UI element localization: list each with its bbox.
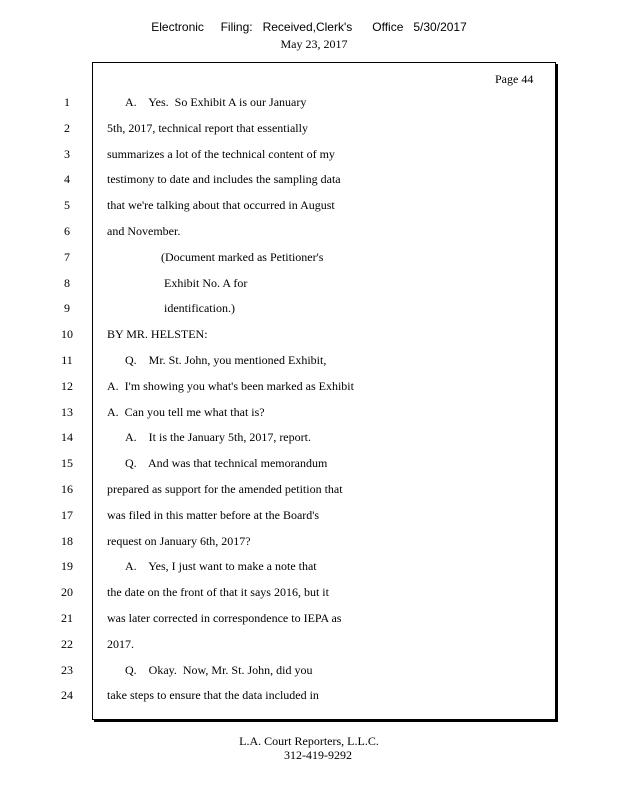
transcript-line: was later corrected in correspondence to IEPA as: [107, 611, 342, 625]
transcript-line: take steps to ensure that the data included in: [107, 688, 319, 703]
line-number: 19: [61, 559, 73, 574]
transcript-line: A. I'm showing you what's been marked as Exhibit: [107, 378, 354, 393]
transcript-line: 2017.: [107, 636, 134, 651]
transcript-line: (Document marked as Petitioner's: [161, 249, 324, 264]
transcript-line: identification.): [164, 301, 235, 316]
line-number: 15: [61, 456, 73, 471]
line-number: 23: [61, 662, 73, 677]
line-number: 3: [64, 146, 70, 161]
page-number: Page 44: [495, 72, 534, 86]
reporter-company: L.A. Court Reporters, L.L.C.: [239, 734, 379, 748]
line-number: 18: [61, 533, 73, 548]
line-number: 17: [61, 507, 73, 522]
line-number: 10: [61, 327, 73, 342]
line-number: 8: [64, 275, 70, 290]
transcript-line: that we're talking about that occurred in August: [107, 198, 335, 213]
line-number: 12: [61, 378, 73, 393]
transcript-line: Exhibit No. A for: [164, 275, 248, 290]
line-number: 11: [61, 353, 73, 367]
line-number: 16: [61, 482, 73, 496]
transcript-line: was filed in this matter before at the Board's: [107, 507, 320, 522]
transcript-line: testimony to date and includes the sampling data: [107, 172, 341, 187]
line-number: 6: [64, 224, 70, 238]
transcript-line: prepared as support for the amended petition that: [107, 482, 343, 496]
transcript-line: Q. Mr. St. John, you mentioned Exhibit,: [125, 353, 327, 367]
transcript-line: the date on the front of that it says 2016, but it: [107, 585, 329, 600]
line-number: 4: [64, 172, 70, 187]
transcript-date: May 23, 2017: [280, 37, 348, 51]
transcript-line: A. Yes. So Exhibit A is our January: [125, 95, 307, 109]
line-number: 21: [61, 611, 73, 625]
transcript-line: A. It is the January 5th, 2017, report.: [125, 430, 311, 445]
line-number: 24: [61, 688, 73, 703]
transcript-line: and November.: [107, 224, 181, 238]
line-number: 9: [64, 301, 70, 316]
line-number: 2: [64, 120, 70, 135]
line-number: 7: [64, 249, 70, 264]
transcript-line: Q. Okay. Now, Mr. St. John, did you: [125, 662, 313, 677]
transcript-line: summarizes a lot of the technical content of my: [107, 146, 335, 161]
transcript-line: A. Can you tell me what that is?: [107, 404, 265, 419]
line-number: 14: [61, 430, 73, 445]
transcript-line: Q. And was that technical memorandum: [125, 456, 328, 471]
transcript-line: BY MR. HELSTEN:: [107, 327, 208, 342]
line-number: 1: [64, 95, 70, 109]
line-number: 13: [61, 404, 73, 419]
line-number: 20: [61, 585, 73, 600]
transcript-line: request on January 6th, 2017?: [107, 533, 251, 548]
line-number: 22: [61, 636, 73, 651]
reporter-phone: 312-419-9292: [284, 748, 352, 762]
line-number: 5: [64, 198, 70, 213]
transcript-line: A. Yes, I just want to make a note that: [125, 559, 317, 574]
filing-stamp: Electronic Filing: Received,Clerk's Office 5/30/2017: [151, 20, 467, 34]
transcript-line: 5th, 2017, technical report that essentially: [107, 120, 308, 135]
